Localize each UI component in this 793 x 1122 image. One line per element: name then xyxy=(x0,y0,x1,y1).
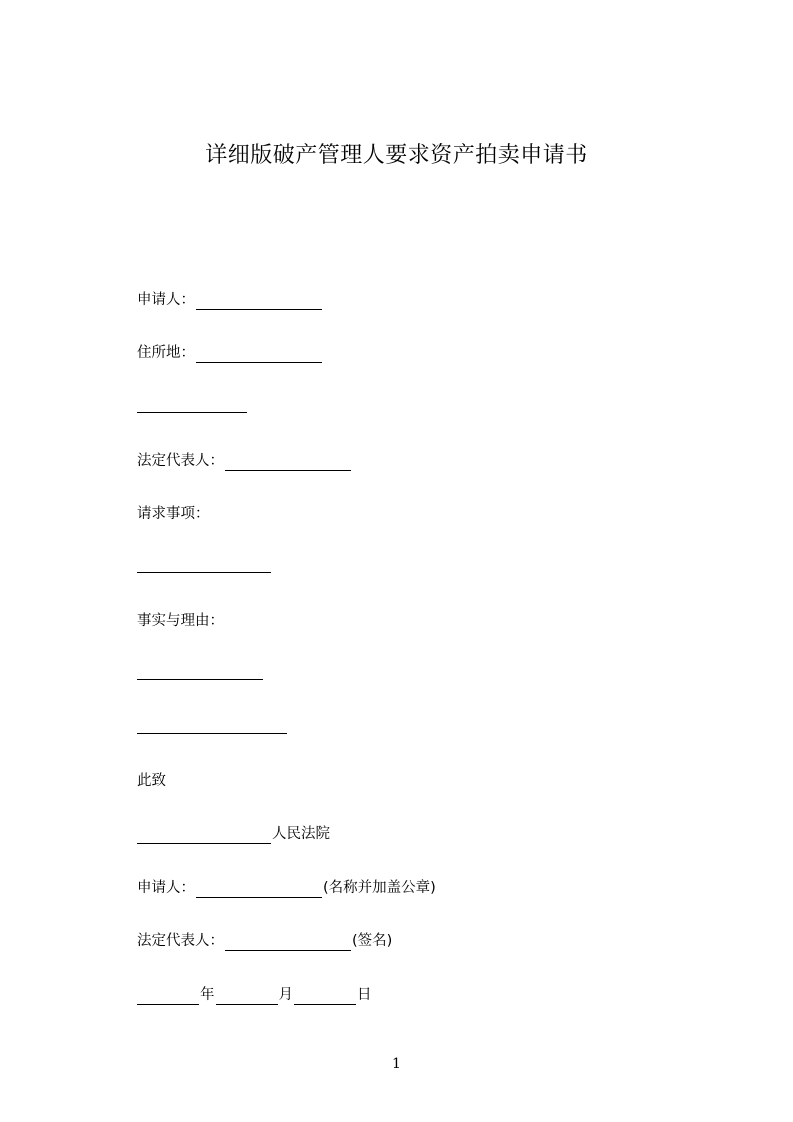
year-blank[interactable] xyxy=(137,990,199,1005)
sign-applicant-blank[interactable] xyxy=(196,883,322,898)
sign-rep-label: 法定代表人： xyxy=(137,933,224,949)
request-label: 请求事项： xyxy=(137,506,210,522)
legal-rep-label: 法定代表人： xyxy=(137,453,224,469)
legal-rep-line xyxy=(137,451,352,471)
date-line xyxy=(137,985,372,1005)
month-label: 月 xyxy=(278,987,293,1003)
sign-applicant-note: (名称并加盖公章) xyxy=(323,880,436,896)
facts-content-line-2 xyxy=(137,719,288,734)
facts-label: 事实与理由： xyxy=(137,613,224,629)
request-blank[interactable] xyxy=(137,558,271,573)
document-title: 详细版破产管理人要求资产拍卖申请书 xyxy=(205,143,588,168)
facts-blank-2[interactable] xyxy=(137,719,287,734)
sign-applicant-label: 申请人： xyxy=(137,880,195,896)
request-content-line xyxy=(137,558,272,573)
respectfully-text: 此致 xyxy=(137,773,166,789)
address-continuation-blank[interactable] xyxy=(137,398,247,413)
court-name-blank[interactable] xyxy=(137,829,271,844)
facts-heading xyxy=(137,611,224,631)
day-blank[interactable] xyxy=(294,990,356,1005)
page-number: 1 xyxy=(392,1056,401,1072)
year-label: 年 xyxy=(200,987,215,1003)
respectfully-line xyxy=(137,771,166,791)
applicant-label: 申请人： xyxy=(137,292,195,308)
legal-rep-blank[interactable] xyxy=(225,456,351,471)
sign-rep-line xyxy=(137,931,392,951)
address-label: 住所地： xyxy=(137,345,195,361)
address-line xyxy=(137,343,323,363)
month-blank[interactable] xyxy=(216,990,278,1005)
applicant-blank[interactable] xyxy=(196,295,322,310)
court-line xyxy=(137,824,330,844)
day-label: 日 xyxy=(357,987,372,1003)
court-suffix: 人民法院 xyxy=(272,826,330,842)
request-heading xyxy=(137,504,210,524)
address-continuation-line xyxy=(137,398,248,413)
sign-rep-blank[interactable] xyxy=(225,936,351,951)
facts-blank-1[interactable] xyxy=(137,665,263,680)
address-blank[interactable] xyxy=(196,348,322,363)
sign-rep-note: (签名) xyxy=(352,933,393,949)
sign-applicant-line xyxy=(137,878,436,898)
applicant-line xyxy=(137,290,323,310)
facts-content-line-1 xyxy=(137,665,264,680)
